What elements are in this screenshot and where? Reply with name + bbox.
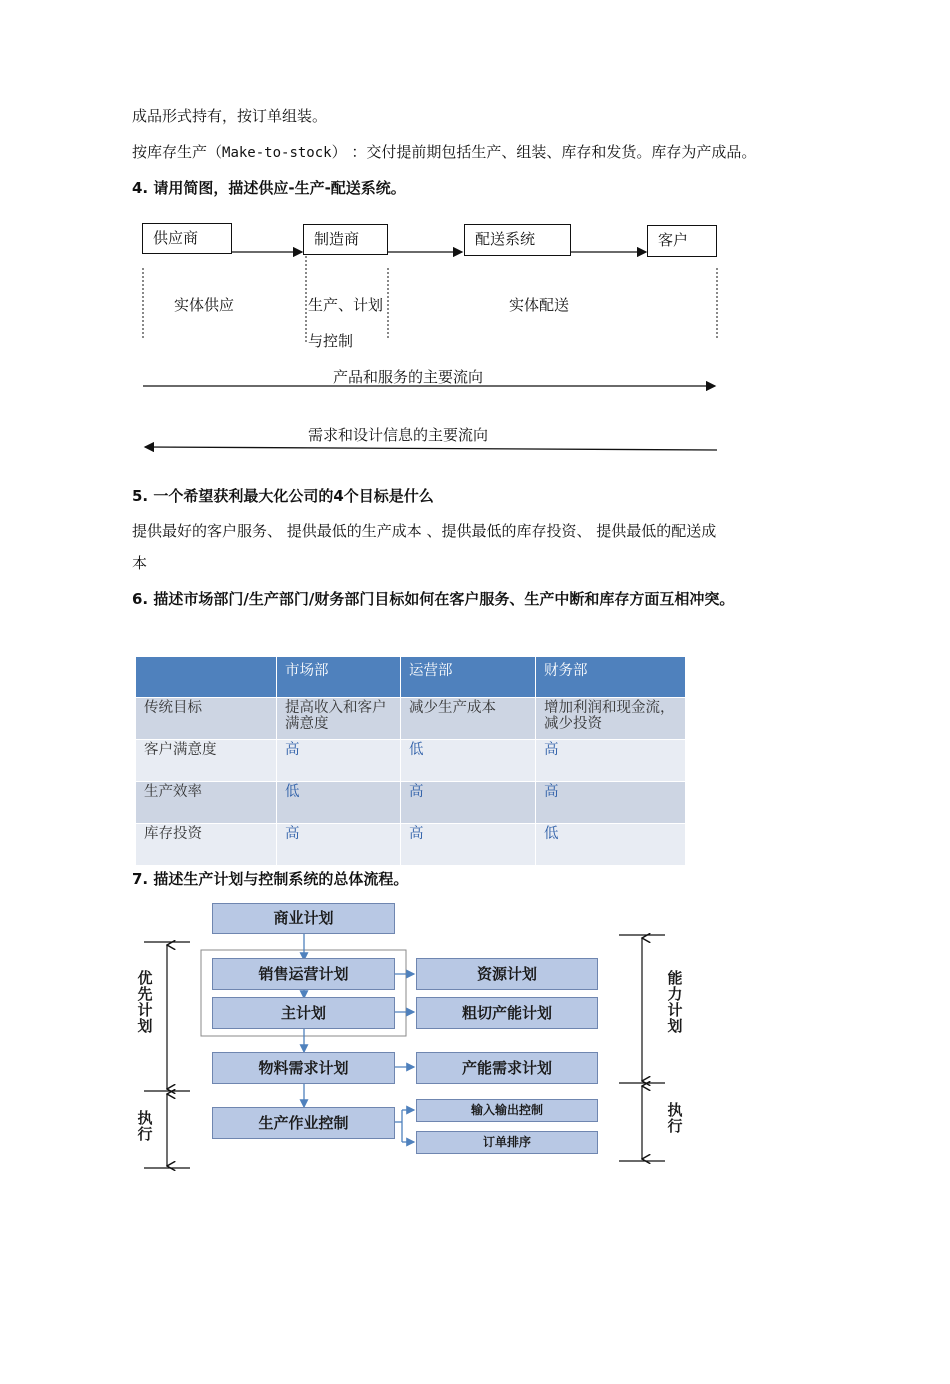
distribution-system-box: 配送系统 bbox=[464, 224, 571, 256]
term-make-to-stock: Make-to-stock bbox=[222, 145, 332, 161]
department-goals-table bbox=[135, 656, 686, 866]
table-header-cell: 市场部 bbox=[277, 657, 401, 698]
text-segment: 按库存生产（ bbox=[132, 143, 223, 161]
table-cell: 高 bbox=[536, 782, 686, 824]
table-row bbox=[136, 698, 686, 740]
manufacturer-box: 制造商 bbox=[303, 224, 388, 255]
table-header-cell: 运营部 bbox=[401, 657, 536, 698]
resource-plan-box: 资源计划 bbox=[416, 958, 598, 990]
backward-flow-label: 需求和设计信息的主要流向 bbox=[308, 426, 489, 444]
table-cell: 低 bbox=[401, 740, 536, 782]
department-goals-table-wrapper bbox=[135, 656, 686, 866]
table-cell: 提高收入和客户满意度 bbox=[277, 698, 401, 740]
table-cell: 低 bbox=[277, 782, 401, 824]
table-cell: 减少生产成本 bbox=[401, 698, 536, 740]
table-row bbox=[136, 740, 686, 782]
capacity-planning-label: 能力计划 bbox=[667, 969, 683, 1035]
answer-5-line2: 本 bbox=[132, 554, 148, 572]
planning-control-flow-diagram bbox=[130, 898, 690, 1178]
question-7-heading: 7. 描述生产计划与控制系统的总体流程。 bbox=[132, 870, 409, 888]
table-row bbox=[136, 782, 686, 824]
table-header-row bbox=[136, 657, 686, 698]
table-cell: 高 bbox=[401, 824, 536, 866]
table-cell: 传统目标 bbox=[136, 698, 277, 740]
table-cell: 高 bbox=[536, 740, 686, 782]
master-plan-box: 主计划 bbox=[212, 997, 395, 1029]
table-row bbox=[136, 824, 686, 866]
production-activity-control-box: 生产作业控制 bbox=[212, 1107, 395, 1139]
backward-flow-arrow bbox=[145, 447, 717, 450]
question-5-heading: 5. 一个希望获利最大化公司的4个目标是什么 bbox=[132, 487, 434, 505]
table-cell: 高 bbox=[401, 782, 536, 824]
supplier-box: 供应商 bbox=[142, 223, 232, 254]
order-sequencing-box: 订单排序 bbox=[416, 1131, 598, 1154]
table-cell: 增加利润和现金流，减少投资 bbox=[536, 698, 686, 740]
forward-flow-label: 产品和服务的主要流向 bbox=[333, 368, 484, 386]
table-cell: 高 bbox=[277, 740, 401, 782]
stage-planning-line1: 生产、计划 bbox=[308, 296, 384, 314]
priority-planning-label: 优先计划 bbox=[137, 969, 153, 1035]
execution-label-left: 执行 bbox=[137, 1109, 153, 1143]
stage-planning-line2: 与控制 bbox=[308, 332, 354, 350]
business-plan-box: 商业计划 bbox=[212, 903, 395, 934]
stage-physical-supply: 实体供应 bbox=[174, 296, 235, 314]
supply-chain-diagram bbox=[130, 215, 730, 460]
input-output-control-box: 输入输出控制 bbox=[416, 1099, 598, 1122]
sop-box: 销售运营计划 bbox=[212, 958, 395, 990]
capacity-requirements-box: 产能需求计划 bbox=[416, 1052, 598, 1084]
text-segment: ） ：交付提前期包括生产、组装、库存和发货。库存为产成品。 bbox=[331, 143, 757, 161]
table-cell: 高 bbox=[277, 824, 401, 866]
question-4-heading: 4. 请用简图，描述供应-生产-配送系统。 bbox=[132, 179, 406, 197]
table-cell: 库存投资 bbox=[136, 824, 277, 866]
table-cell: 客户满意度 bbox=[136, 740, 277, 782]
make-to-stock-paragraph bbox=[132, 142, 756, 163]
stage-physical-distribution: 实体配送 bbox=[509, 296, 570, 314]
mrp-box: 物料需求计划 bbox=[212, 1052, 395, 1084]
rough-cut-capacity-box: 粗切产能计划 bbox=[416, 997, 598, 1029]
table-cell: 低 bbox=[536, 824, 686, 866]
question-6-heading: 6. 描述市场部门/生产部门/财务部门目标如何在客户服务、生产中断和库存方面互相冲突。 bbox=[132, 590, 735, 608]
table-header-cell bbox=[136, 657, 277, 698]
customer-box: 客户 bbox=[647, 225, 717, 257]
paragraph-line: 成品形式持有，按订单组装。 bbox=[132, 107, 328, 125]
execution-label-right: 执行 bbox=[667, 1101, 683, 1135]
answer-5-line1: 提供最好的客户服务、 提供最低的生产成本 、提供最低的库存投资、 提供最低的配送成 bbox=[132, 522, 717, 540]
table-header-cell: 财务部 bbox=[536, 657, 686, 698]
table-cell: 生产效率 bbox=[136, 782, 277, 824]
